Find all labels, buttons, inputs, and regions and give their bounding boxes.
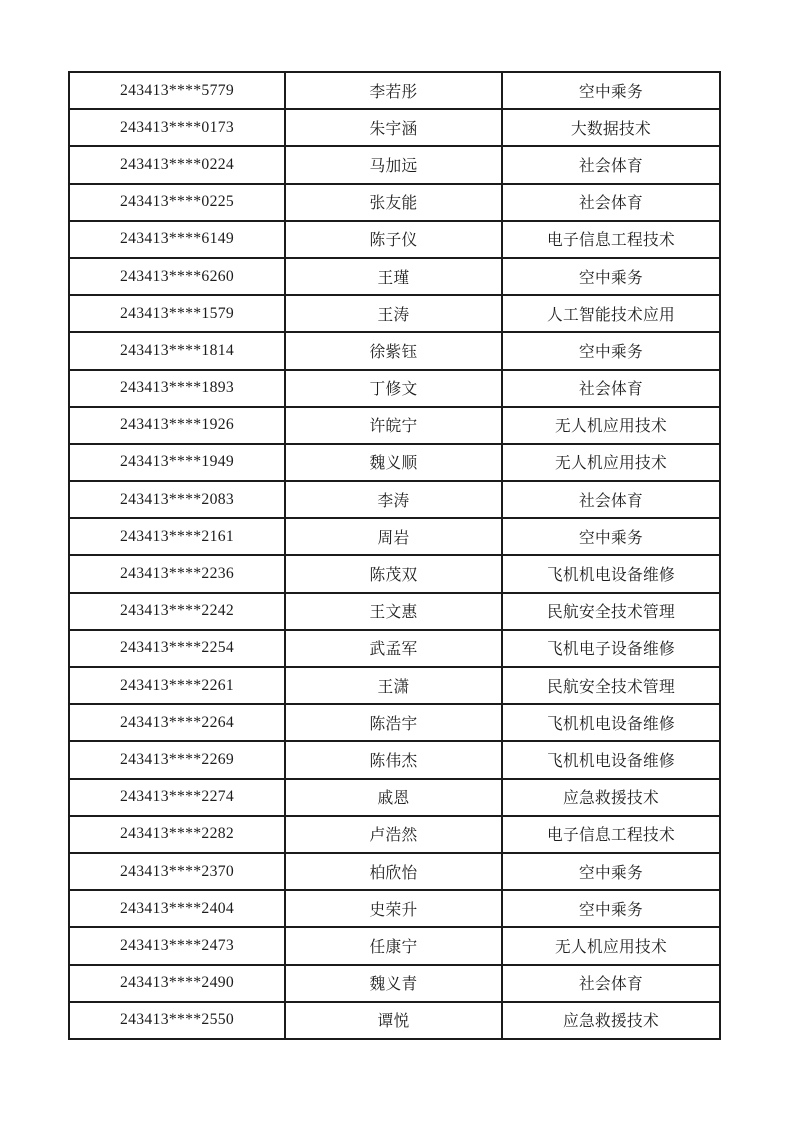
table-row xyxy=(69,332,720,369)
name-cell: 王文惠 xyxy=(285,593,502,630)
major-cell: 空中乘务 xyxy=(502,258,720,295)
table-row xyxy=(69,1002,720,1039)
exam-id-cell: 243413****1926 xyxy=(69,407,285,444)
exam-id-cell: 243413****0224 xyxy=(69,146,285,183)
name-cell: 李涛 xyxy=(285,481,502,518)
major-cell: 飞机机电设备维修 xyxy=(502,704,720,741)
name-cell: 张友能 xyxy=(285,184,502,221)
exam-id-cell: 243413****1579 xyxy=(69,295,285,332)
exam-id-cell: 243413****2269 xyxy=(69,741,285,778)
exam-id-cell: 243413****2550 xyxy=(69,1002,285,1039)
major-cell: 人工智能技术应用 xyxy=(502,295,720,332)
major-cell: 空中乘务 xyxy=(502,332,720,369)
major-cell: 飞机电子设备维修 xyxy=(502,630,720,667)
exam-id-cell: 243413****2282 xyxy=(69,816,285,853)
major-cell: 民航安全技术管理 xyxy=(502,593,720,630)
table-row xyxy=(69,444,720,481)
name-cell: 许皖宁 xyxy=(285,407,502,444)
exam-id-cell: 243413****2161 xyxy=(69,518,285,555)
table-row xyxy=(69,704,720,741)
exam-id-cell: 243413****2404 xyxy=(69,890,285,927)
major-cell: 空中乘务 xyxy=(502,890,720,927)
table-row xyxy=(69,221,720,258)
major-cell: 应急救援技术 xyxy=(502,779,720,816)
name-cell: 陈伟杰 xyxy=(285,741,502,778)
name-cell: 魏义青 xyxy=(285,965,502,1002)
major-cell: 社会体育 xyxy=(502,965,720,1002)
table-row xyxy=(69,481,720,518)
table-row xyxy=(69,890,720,927)
major-cell: 无人机应用技术 xyxy=(502,444,720,481)
table-row xyxy=(69,109,720,146)
exam-id-cell: 243413****2236 xyxy=(69,555,285,592)
student-roster-table xyxy=(68,71,721,1040)
exam-id-cell: 243413****2083 xyxy=(69,481,285,518)
table-row xyxy=(69,667,720,704)
table-row xyxy=(69,370,720,407)
table-row xyxy=(69,258,720,295)
major-cell: 社会体育 xyxy=(502,146,720,183)
table-row xyxy=(69,184,720,221)
exam-id-cell: 243413****2473 xyxy=(69,927,285,964)
major-cell: 空中乘务 xyxy=(502,518,720,555)
name-cell: 王潇 xyxy=(285,667,502,704)
major-cell: 空中乘务 xyxy=(502,72,720,109)
table-row xyxy=(69,407,720,444)
table-row xyxy=(69,72,720,109)
major-cell: 飞机机电设备维修 xyxy=(502,555,720,592)
table-row xyxy=(69,741,720,778)
name-cell: 戚恩 xyxy=(285,779,502,816)
exam-id-cell: 243413****2274 xyxy=(69,779,285,816)
major-cell: 社会体育 xyxy=(502,184,720,221)
exam-id-cell: 243413****1949 xyxy=(69,444,285,481)
name-cell: 陈茂双 xyxy=(285,555,502,592)
exam-id-cell: 243413****2261 xyxy=(69,667,285,704)
major-cell: 无人机应用技术 xyxy=(502,407,720,444)
name-cell: 谭悦 xyxy=(285,1002,502,1039)
name-cell: 陈子仪 xyxy=(285,221,502,258)
name-cell: 马加远 xyxy=(285,146,502,183)
exam-id-cell: 243413****6149 xyxy=(69,221,285,258)
name-cell: 任康宁 xyxy=(285,927,502,964)
name-cell: 柏欣怡 xyxy=(285,853,502,890)
table-row xyxy=(69,593,720,630)
name-cell: 王涛 xyxy=(285,295,502,332)
exam-id-cell: 243413****1893 xyxy=(69,370,285,407)
table-row xyxy=(69,555,720,592)
major-cell: 民航安全技术管理 xyxy=(502,667,720,704)
major-cell: 飞机机电设备维修 xyxy=(502,741,720,778)
name-cell: 徐紫钰 xyxy=(285,332,502,369)
major-cell: 无人机应用技术 xyxy=(502,927,720,964)
major-cell: 电子信息工程技术 xyxy=(502,816,720,853)
name-cell: 丁修文 xyxy=(285,370,502,407)
exam-id-cell: 243413****6260 xyxy=(69,258,285,295)
table-row xyxy=(69,518,720,555)
table-row xyxy=(69,816,720,853)
name-cell: 朱宇涵 xyxy=(285,109,502,146)
exam-id-cell: 243413****2370 xyxy=(69,853,285,890)
major-cell: 社会体育 xyxy=(502,370,720,407)
table-row xyxy=(69,853,720,890)
exam-id-cell: 243413****2264 xyxy=(69,704,285,741)
name-cell: 周岩 xyxy=(285,518,502,555)
roster-body xyxy=(69,72,720,1039)
major-cell: 大数据技术 xyxy=(502,109,720,146)
major-cell: 电子信息工程技术 xyxy=(502,221,720,258)
table-row xyxy=(69,295,720,332)
name-cell: 卢浩然 xyxy=(285,816,502,853)
exam-id-cell: 243413****2490 xyxy=(69,965,285,1002)
name-cell: 史荣升 xyxy=(285,890,502,927)
name-cell: 魏义顺 xyxy=(285,444,502,481)
table-row xyxy=(69,146,720,183)
major-cell: 社会体育 xyxy=(502,481,720,518)
exam-id-cell: 243413****5779 xyxy=(69,72,285,109)
exam-id-cell: 243413****0225 xyxy=(69,184,285,221)
name-cell: 陈浩宇 xyxy=(285,704,502,741)
name-cell: 李若彤 xyxy=(285,72,502,109)
major-cell: 空中乘务 xyxy=(502,853,720,890)
name-cell: 王瑾 xyxy=(285,258,502,295)
name-cell: 武孟军 xyxy=(285,630,502,667)
table-row xyxy=(69,779,720,816)
table-row xyxy=(69,927,720,964)
exam-id-cell: 243413****0173 xyxy=(69,109,285,146)
table-row xyxy=(69,965,720,1002)
exam-id-cell: 243413****2254 xyxy=(69,630,285,667)
table-row xyxy=(69,630,720,667)
major-cell: 应急救援技术 xyxy=(502,1002,720,1039)
exam-id-cell: 243413****2242 xyxy=(69,593,285,630)
exam-id-cell: 243413****1814 xyxy=(69,332,285,369)
